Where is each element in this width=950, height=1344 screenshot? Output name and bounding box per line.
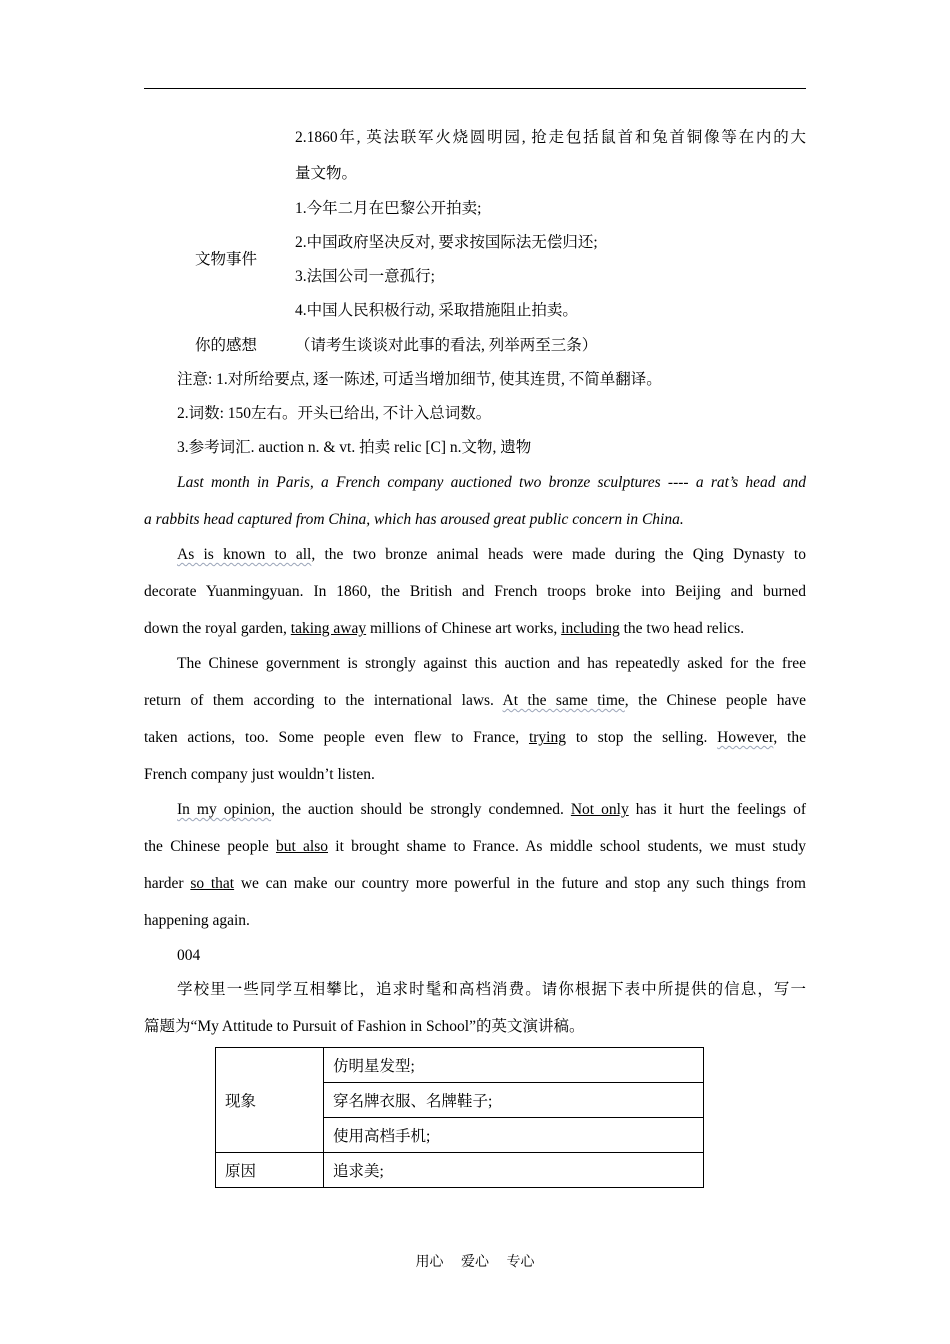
essay-opening-line-1: Last month in Paris, a French company auctioned two bronze sculptures ---- a rat’s head and bbox=[177, 474, 806, 491]
phrase-as-is-known: As is known to all bbox=[177, 546, 312, 563]
essay-p1-line-2: decorate Yuanmingyuan. In 1860, the British and French troops broke into Beijing and burned bbox=[144, 583, 806, 600]
table-row bbox=[216, 1048, 704, 1083]
footer-word: 用心 bbox=[415, 1255, 444, 1270]
note-2: 2.词数: 150左右。开头已给出, 不计入总词数。 bbox=[177, 405, 492, 422]
phrase-at-the-same-time: At the same time bbox=[502, 692, 625, 709]
task-number: 004 bbox=[177, 947, 201, 964]
phrase-however: However bbox=[717, 729, 774, 746]
text: to stop the selling. bbox=[566, 729, 718, 746]
event-item-2: 2.中国政府坚决反对, 要求按国际法无偿归还; bbox=[295, 234, 598, 251]
phenomenon-item: 穿名牌衣服、名牌鞋子; bbox=[324, 1083, 704, 1118]
background-line-1: 2.1860年, 英法联军火烧圆明园, 抢走包括鼠首和兔首铜像等在内的大 bbox=[295, 129, 806, 146]
phenomenon-item: 仿明星发型; bbox=[324, 1048, 704, 1083]
text: harder bbox=[144, 875, 191, 892]
feeling-label: 你的感想 bbox=[195, 337, 258, 354]
text: , the two bronze animal heads were made during the Qing Dynasty to bbox=[311, 546, 806, 563]
phrase-not-only: Not only bbox=[570, 801, 629, 818]
text: the Chinese people bbox=[144, 838, 276, 855]
task-prompt-line-1: 学校里一些同学互相攀比，追求时髦和高档消费。请你根据下表中所提供的信息，写一 bbox=[177, 981, 806, 998]
essay-p1-line-3 bbox=[144, 619, 744, 639]
phrase-including: including bbox=[561, 620, 620, 637]
phrase-taking-away: taking away bbox=[290, 620, 367, 637]
essay-p2-line-3 bbox=[144, 728, 806, 748]
text: , the auction should be strongly condemned. bbox=[271, 801, 571, 818]
text: has it hurt the feelings of bbox=[628, 801, 807, 818]
note-1: 注意: 1.对所给要点, 逐一陈述, 可适当增加细节, 使其连贯, 不简单翻译。 bbox=[177, 371, 662, 388]
table-row bbox=[216, 1153, 704, 1188]
text: it brought shame to France. As middle school students, we must study bbox=[328, 838, 806, 855]
phrase-trying: trying bbox=[528, 729, 566, 746]
essay-p2-line-1: The Chinese government is strongly against this auction and has repeatedly asked for the free bbox=[177, 655, 806, 672]
background-line-2: 量文物。 bbox=[295, 165, 358, 182]
text: return of them according to the international laws. bbox=[144, 692, 503, 709]
essay-p3-line-2 bbox=[144, 837, 806, 857]
text: , the Chinese people have bbox=[624, 692, 806, 709]
text: down the royal garden, bbox=[144, 620, 291, 637]
footer-word: 专心 bbox=[506, 1255, 535, 1270]
text: millions of Chinese art works, bbox=[366, 620, 562, 637]
text: we can make our country more powerful in the future and stop any such things from bbox=[234, 875, 806, 892]
essay-opening-line-2: a rabbits head captured from China, which has aroused great public concern in China. bbox=[144, 511, 684, 528]
feeling-text: （请考生谈谈对此事的看法, 列举两至三条） bbox=[295, 337, 598, 354]
phrase-so-that: so that bbox=[190, 875, 235, 892]
phenomenon-label: 现象 bbox=[216, 1048, 324, 1153]
essay-p2-line-2 bbox=[144, 691, 806, 711]
page-footer bbox=[0, 1251, 950, 1271]
phrase-but-also: but also bbox=[275, 838, 328, 855]
task-prompt-line-2: 篇题为“My Attitude to Pursuit of Fashion in School”的英文演讲稿。 bbox=[144, 1018, 585, 1035]
text: the two head relics. bbox=[619, 620, 745, 637]
phenomenon-item: 使用高档手机; bbox=[324, 1118, 704, 1153]
phrase-in-my-opinion: In my opinion bbox=[177, 801, 272, 818]
header-rule bbox=[144, 88, 806, 89]
essay-p3-line-4: happening again. bbox=[144, 912, 250, 929]
event-label: 文物事件 bbox=[195, 251, 258, 268]
footer-word: 爱心 bbox=[461, 1255, 489, 1270]
note-3: 3.参考词汇. auction n. & vt. 拍卖 relic [C] n.文物, 遗物 bbox=[177, 439, 532, 456]
essay-p2-line-4: French company just wouldn’t listen. bbox=[144, 766, 375, 783]
event-item-1: 1.今年二月在巴黎公开拍卖; bbox=[295, 200, 482, 217]
event-item-3: 3.法国公司一意孤行; bbox=[295, 268, 435, 285]
reason-item: 追求美; bbox=[324, 1153, 704, 1188]
essay-p3-line-1 bbox=[177, 800, 806, 820]
event-item-4: 4.中国人民积极行动, 采取措施阻止拍卖。 bbox=[295, 302, 578, 319]
text: , the bbox=[773, 729, 806, 746]
essay-p3-line-3 bbox=[144, 874, 806, 894]
essay-p1-line-1 bbox=[177, 545, 806, 565]
reason-label: 原因 bbox=[216, 1153, 324, 1188]
text: taken actions, too. Some people even flew to France, bbox=[144, 729, 529, 746]
info-table bbox=[215, 1047, 704, 1188]
